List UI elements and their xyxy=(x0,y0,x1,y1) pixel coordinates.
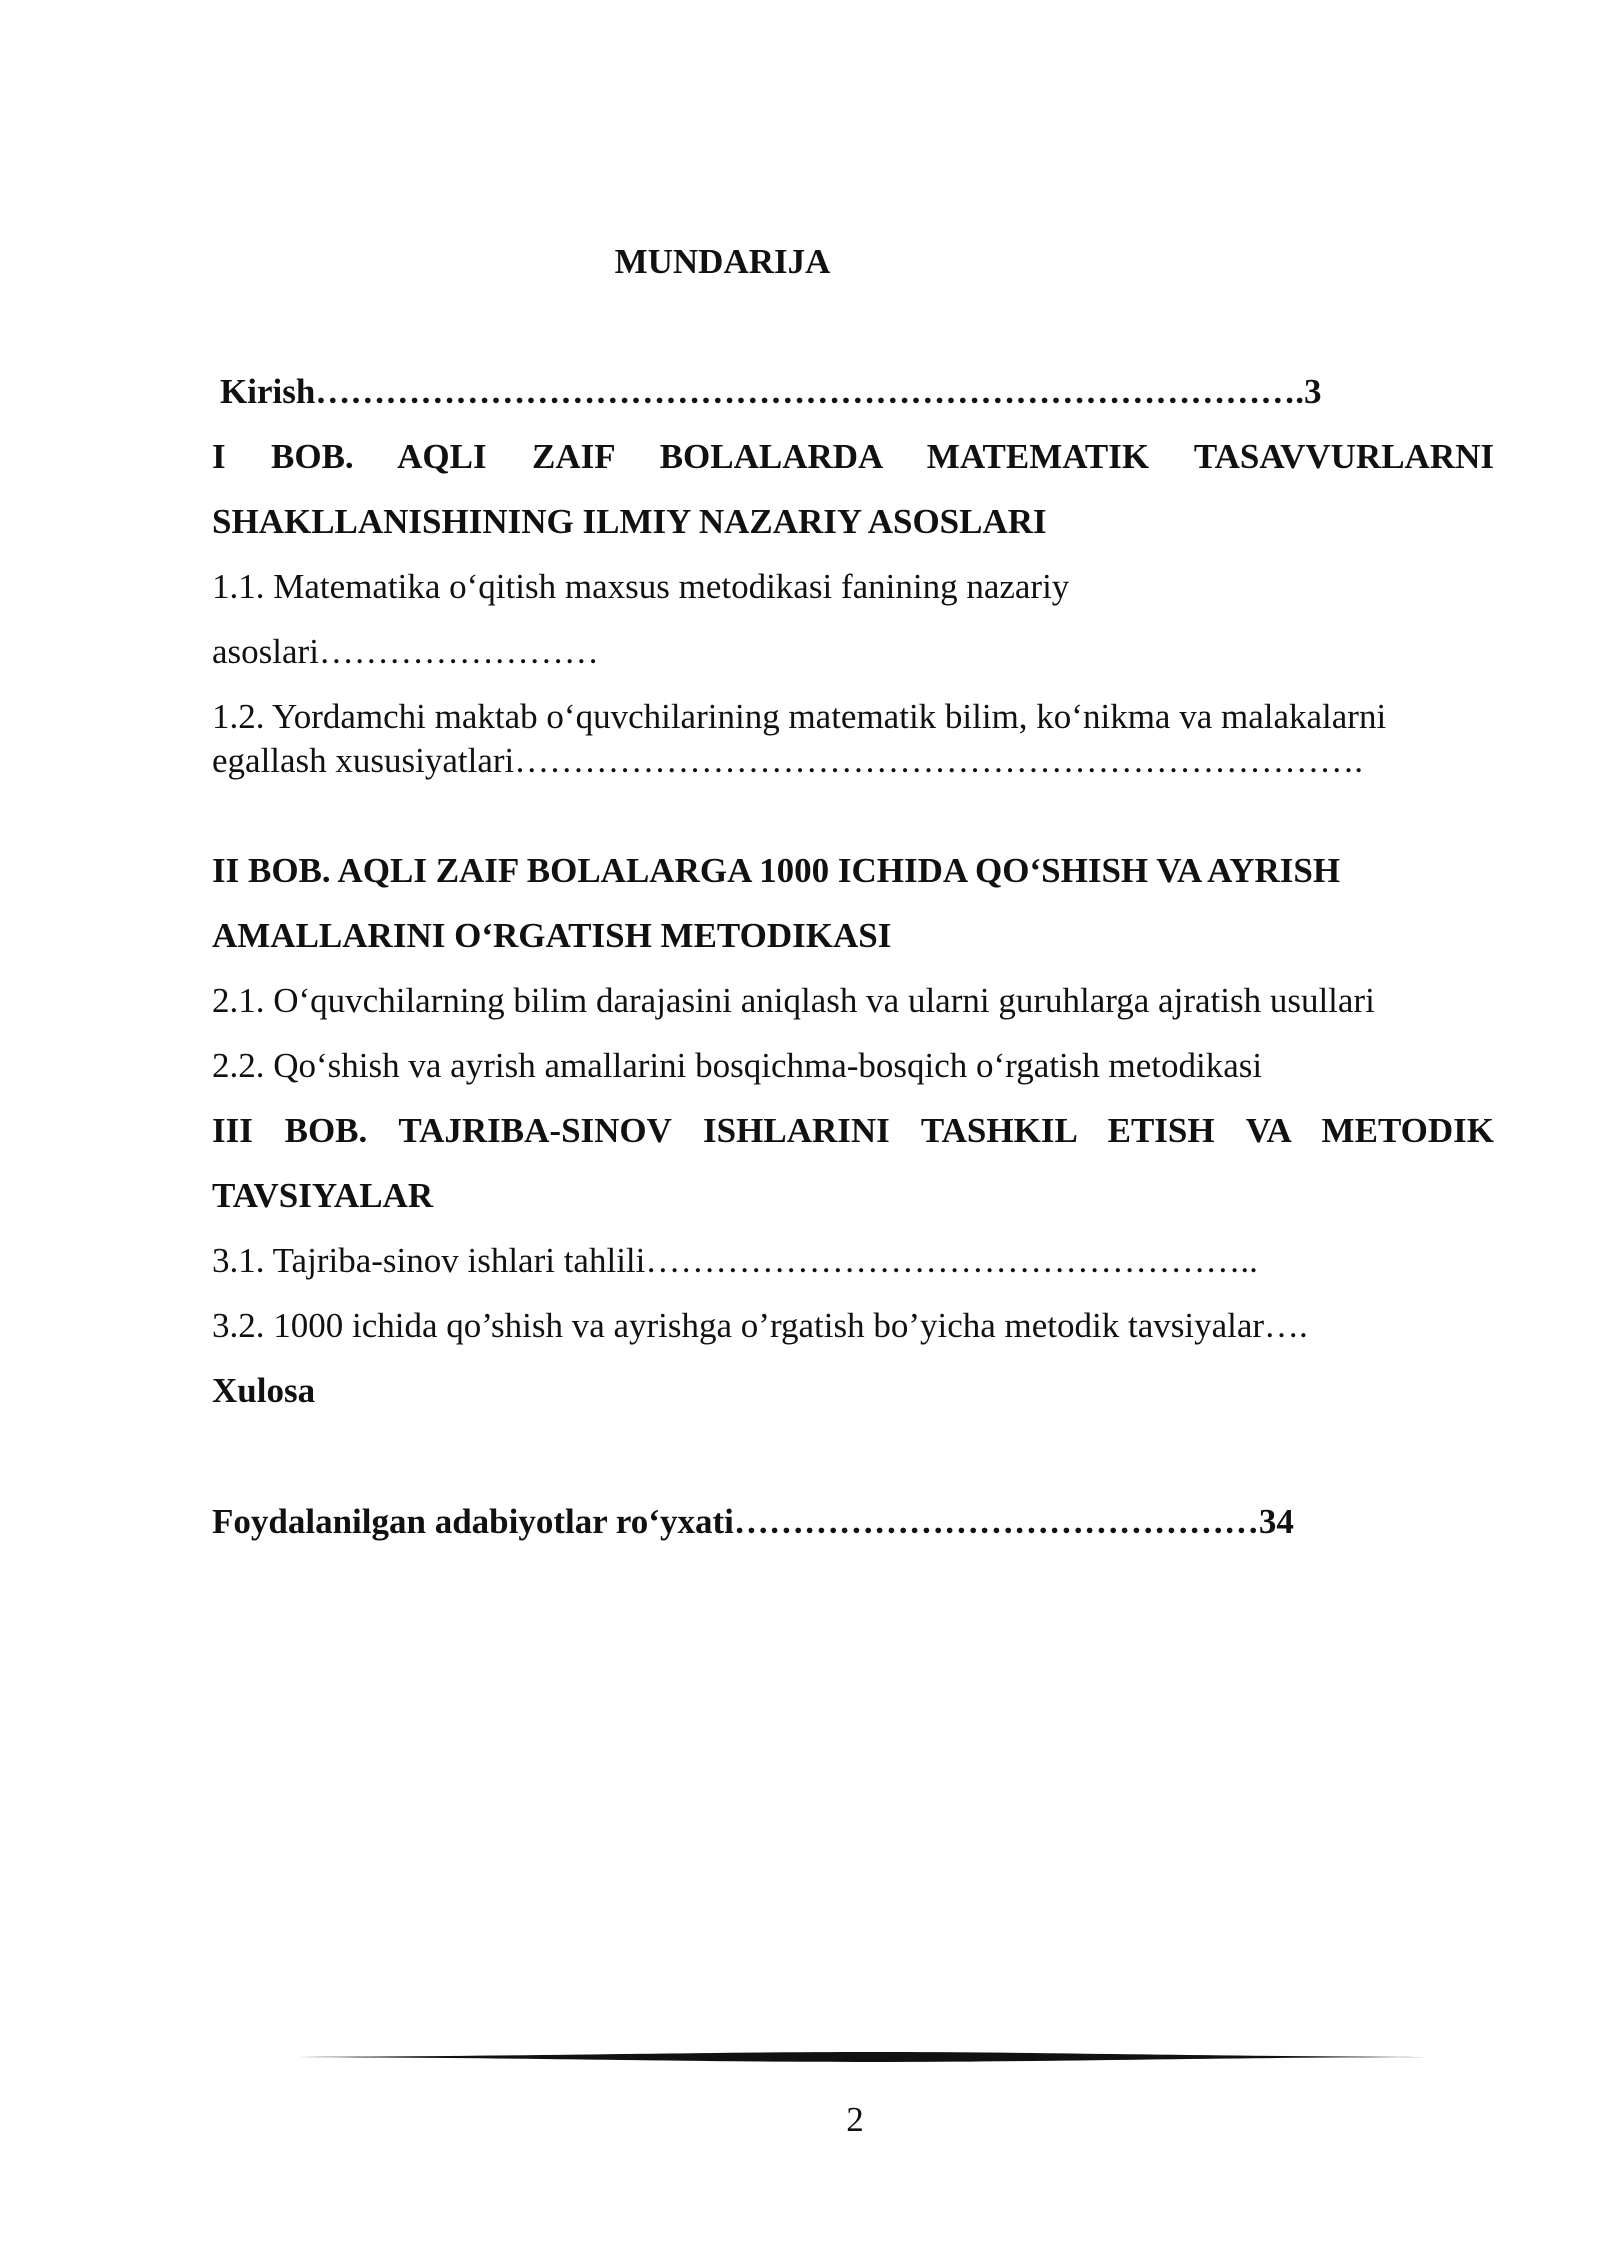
toc-section-2-2: 2.2. Qo‘shish va ayrish amallarini bosqichma-bosqich o‘rgatish metodikasi xyxy=(212,1046,1263,1085)
toc-chapter-1-line-1: I BOB. AQLI ZAIF BOLALARDA MATEMATIK TASAVVURLARNI xyxy=(212,437,1494,476)
page-number: 2 xyxy=(846,2100,864,2139)
toc-section-3-2: 3.2. 1000 ichida qo’shish va ayrishga o’rgatish bo’yicha metodik tavsiyalar…. xyxy=(212,1306,1308,1345)
toc-chapter-2-line-2: AMALLARINI O‘RGATISH METODIKASI xyxy=(212,916,892,955)
page-title: MUNDARIJA xyxy=(614,242,831,281)
footer-divider xyxy=(270,2050,1435,2064)
toc-chapter-2-line-1: II BOB. AQLI ZAIF BOLALARGA 1000 ICHIDA QO‘SHISH VA AYRISH xyxy=(212,851,1341,890)
toc-adabiyotlar: Foydalanilgan adabiyotlar ro‘yxati………………………………………34 xyxy=(212,1502,1294,1541)
toc-section-1-2-line-2: egallash xususiyatlari………………………………………………………………. xyxy=(212,741,1364,780)
toc-section-1-1-line-2: asoslari…………………… xyxy=(212,632,599,671)
toc-chapter-3-line-2: TAVSIYALAR xyxy=(212,1176,434,1215)
toc-chapter-1-line-2: SHAKLLANISHINING ILMIY NAZARIY ASOSLARI xyxy=(212,502,1047,541)
toc-section-2-1: 2.1. O‘quvchilarning bilim darajasini aniqlash va ularni guruhlarga ajratish usullari xyxy=(212,981,1375,1020)
toc-chapter-3-line-1: III BOB. TAJRIBA-SINOV ISHLARINI TASHKIL ETISH VA METODIK xyxy=(212,1111,1494,1150)
toc-xulosa: Xulosa xyxy=(212,1371,316,1410)
toc-kirish: Kirish………………………………………………………………………….3 xyxy=(220,372,1322,411)
toc-section-1-2-line-1: 1.2. Yordamchi maktab o‘quvchilarining matematik bilim, ko‘nikma va malakalarni xyxy=(212,697,1387,736)
toc-section-1-1-line-1: 1.1. Matematika o‘qitish maxsus metodikasi fanining nazariy xyxy=(212,567,1070,606)
table-of-contents xyxy=(212,370,1494,1544)
toc-section-3-1: 3.1. Tajriba-sinov ishlari tahlili…………………………………………….. xyxy=(212,1241,1258,1280)
